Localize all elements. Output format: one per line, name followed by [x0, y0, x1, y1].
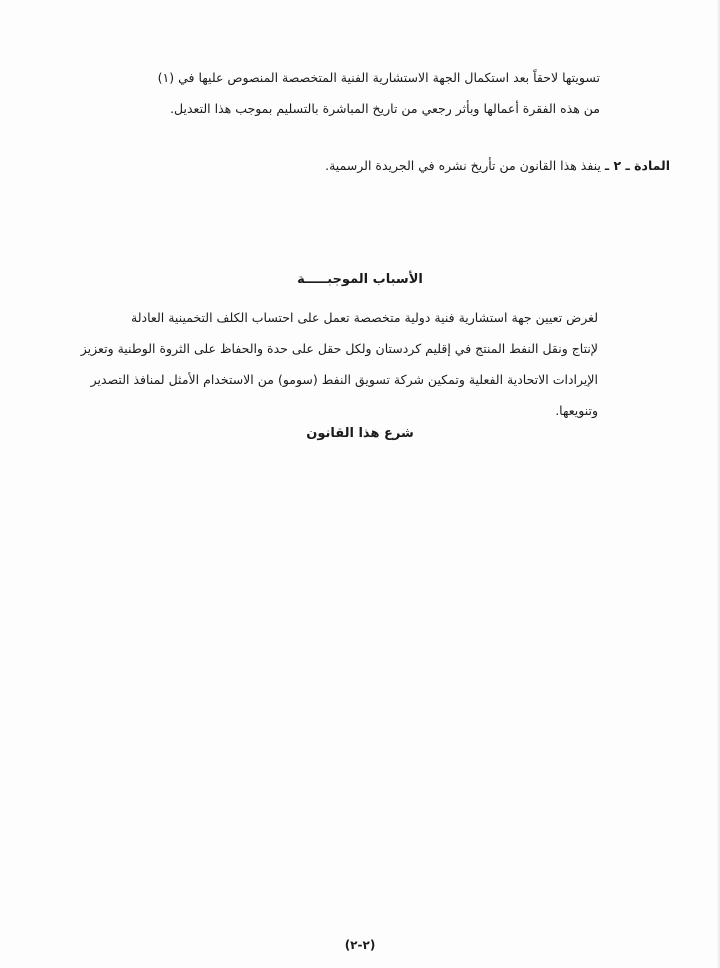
article-label: المادة ـ ٢ ـ	[604, 158, 670, 173]
reasons-heading: الأسباب الموجبـــــة	[297, 272, 423, 287]
reasons-line: لإنتاج ونقل النفط المنتج في إقليم كردستان ولكل حقل على حدة والحفاظ على الثروة الوطنية وتعزيز	[80, 341, 598, 356]
article-two	[70, 156, 670, 176]
page-edge-shadow	[716, 0, 720, 968]
reasons-line: لغرض تعيين جهة استشارية فنية دولية متخصصة تعمل على احتساب الكلف التخمينية العادلة	[131, 310, 598, 325]
reasons-line: وتنويعها.	[555, 403, 598, 418]
paragraph-line: تسويتها لاحقاً بعد استكمال الجهة الاستشارية الفنية المتخصصة المنصوص عليها في (١)	[157, 70, 600, 85]
paragraph-line: من هذه الفقرة أعمالها وبأثر رجعي من تاريخ المباشرة بالتسليم بموجب هذا التعديل.	[170, 101, 600, 116]
article-text: ينفذ هذا القانون من تأريخ نشره في الجريدة الرسمية.	[325, 158, 605, 173]
paragraph-continuation	[100, 62, 600, 124]
closing-statement: شرع هذا القانون	[306, 426, 414, 441]
reasons-paragraph	[58, 302, 598, 426]
page-number: (٢-٢)	[344, 938, 376, 952]
reasons-line: الإيرادات الاتحادية الفعلية وتمكين شركة تسويق النفط (سومو) من الاستخدام الأمثل لمنافذ التصدير	[90, 372, 598, 387]
